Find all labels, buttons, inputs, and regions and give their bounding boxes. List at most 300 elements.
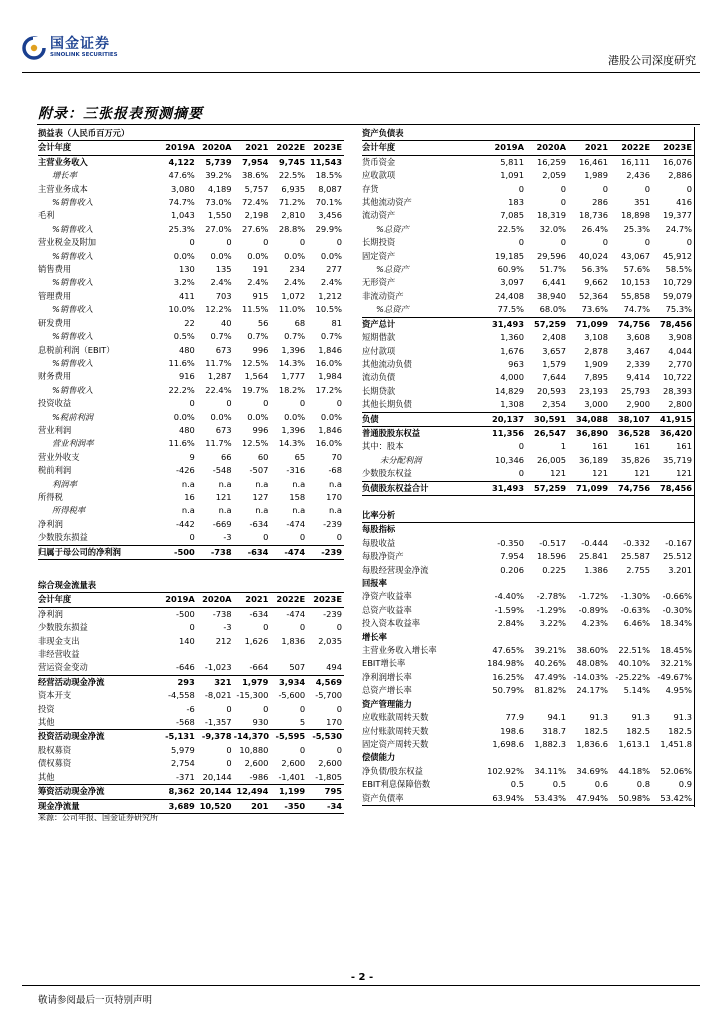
table-row [362, 236, 694, 249]
row-value: 2,035 [318, 635, 342, 646]
row-value: 1,308 [500, 399, 524, 410]
table-row [362, 537, 694, 550]
header-year: 2023E [307, 593, 344, 607]
row-value: 0 [263, 622, 269, 633]
row-label: 现金净流量 [38, 799, 160, 813]
income-statement-table [38, 127, 344, 560]
row-value: -0.30% [662, 604, 692, 615]
row-value: 0 [189, 532, 195, 543]
row-value: -68 [328, 465, 342, 476]
row-value: 71,099 [568, 481, 610, 495]
row-value: 22.5% [278, 170, 306, 181]
row-value: 20,593 [536, 385, 566, 396]
row-value: -1,401 [278, 771, 306, 782]
table-row [362, 481, 694, 495]
row-label: %销售收入 [52, 357, 94, 368]
table-row [38, 661, 344, 675]
row-value: n.a [218, 478, 232, 489]
row-value: 25.512 [662, 551, 692, 562]
row-value: 161 [676, 441, 692, 452]
row-label: 非流动资产 [362, 290, 404, 301]
row-label: 少数股东损益 [38, 532, 88, 543]
row-value [568, 523, 610, 537]
row-label: 少数股东权益 [362, 468, 412, 479]
table-title: 损益表（人民币百万元） [38, 128, 130, 138]
row-value: 2,354 [542, 399, 566, 410]
table-row [362, 604, 694, 617]
row-value: 1,979 [234, 675, 271, 689]
row-value: 0.7% [247, 331, 269, 342]
row-value: 0 [336, 622, 342, 633]
row-value: 1,072 [281, 290, 306, 301]
row-value: 52.06% [660, 765, 692, 776]
header-year: 2019A [160, 593, 197, 607]
row-value: -0.66% [662, 591, 692, 602]
table-row [362, 617, 694, 630]
table-header-row [38, 141, 344, 155]
row-label: 净利润 [38, 518, 63, 529]
table-title-row [38, 127, 344, 141]
row-value: 1,698.6 [492, 738, 524, 749]
row-label: 利润率 [52, 478, 77, 489]
row-value: 0 [299, 532, 306, 543]
row-value: 18.34% [660, 618, 692, 629]
table-row [362, 303, 694, 317]
row-label: 股权募资 [38, 744, 72, 755]
row-value: -5,700 [315, 690, 342, 701]
row-label: 主营业务收入 [38, 156, 88, 167]
row-value: 351 [634, 197, 650, 208]
row-value: 10,880 [239, 744, 269, 755]
row-value: 507 [289, 662, 306, 673]
row-value: 2.4% [210, 277, 232, 288]
table-row [38, 424, 344, 437]
row-value: 0 [644, 237, 650, 248]
row-value: 72.4% [242, 197, 269, 208]
row-value [610, 523, 652, 537]
row-value: 70.1% [315, 197, 342, 208]
row-value: 12.2% [205, 304, 232, 315]
row-value: 91.3 [673, 712, 692, 723]
row-value: 0 [226, 758, 232, 769]
row-label: %总资产 [376, 264, 409, 275]
row-label: %销售收入 [52, 331, 94, 342]
row-value: -350 [270, 799, 307, 813]
row-value: 1,396 [281, 344, 306, 355]
header-year: 2022E [270, 593, 307, 607]
row-value: 12,494 [234, 785, 271, 799]
table-row [362, 590, 694, 603]
row-value: 0.0% [210, 411, 232, 422]
table-row [38, 771, 344, 785]
row-value: 7,644 [542, 372, 566, 383]
row-value: 4,000 [500, 372, 524, 383]
row-value: 1,626 [244, 635, 269, 646]
row-value: 0 [189, 398, 195, 409]
table-row [362, 778, 694, 791]
row-value: 5.14% [623, 685, 650, 696]
table-row [362, 467, 694, 481]
table-row [38, 437, 344, 450]
row-value: 31,493 [484, 317, 526, 331]
row-value: 321 [197, 675, 234, 689]
row-value [652, 631, 694, 644]
row-value: 25.587 [620, 551, 650, 562]
row-value: 2.84% [497, 618, 524, 629]
row-value: 158 [289, 491, 306, 502]
row-label: 货币资金 [362, 156, 396, 167]
row-value [160, 648, 197, 661]
row-value: 10.5% [315, 304, 342, 315]
table-row [38, 689, 344, 702]
table-row [38, 504, 344, 517]
row-value: 4,122 [168, 156, 195, 167]
table-row [38, 209, 344, 222]
row-value: 27.0% [205, 223, 232, 234]
row-value: 996 [252, 344, 269, 355]
row-value: 58.5% [665, 264, 692, 275]
row-label: 主营业务成本 [38, 183, 88, 194]
row-value: 0 [518, 183, 524, 194]
table-row [38, 703, 344, 716]
disclaimer-note: 敬请参阅最后一页特别声明 [38, 995, 153, 1006]
row-label: 资本开支 [38, 690, 72, 701]
row-value: 26,547 [526, 426, 568, 440]
page-number: - 2 - [350, 972, 374, 983]
row-label: 增长率 [362, 631, 387, 642]
row-value: 494 [326, 662, 342, 673]
row-value: -507 [249, 465, 269, 476]
row-label: 其他流动资产 [362, 197, 412, 208]
table-header-row [38, 593, 344, 607]
row-label: 非现金支出 [38, 635, 80, 646]
row-value: 63.94% [484, 792, 526, 806]
row-label: EBIT增长率 [362, 658, 406, 669]
row-value [652, 751, 694, 764]
row-value: 16.25% [492, 671, 524, 682]
row-label: 流动负债 [362, 372, 396, 383]
row-value: -669 [212, 518, 232, 529]
row-label: 应付账款周转天数 [362, 725, 429, 736]
row-value: -0.89% [578, 604, 608, 615]
row-value: 1,882.3 [534, 738, 566, 749]
row-value: -0.332 [623, 537, 650, 548]
row-value: 35,719 [662, 454, 692, 465]
row-value: 2.4% [284, 277, 306, 288]
row-value: 1,396 [281, 424, 306, 435]
row-value: 18,736 [578, 210, 608, 221]
row-label: %销售收入 [52, 304, 94, 315]
table-row [362, 371, 694, 384]
row-value: 198.6 [500, 725, 524, 736]
row-value [526, 631, 568, 644]
row-label: 主营业务收入增长率 [362, 645, 437, 656]
row-value: -316 [286, 465, 306, 476]
row-value: -5,595 [270, 730, 307, 744]
row-value: -426 [175, 465, 195, 476]
row-value: 36,420 [652, 426, 694, 440]
header-year: 2022E [270, 141, 307, 155]
row-label: 净利润 [38, 608, 63, 619]
table-title-row [38, 579, 344, 593]
row-value: 0.5% [173, 331, 195, 342]
row-value: 0 [560, 237, 566, 248]
row-value: 795 [307, 785, 344, 799]
row-value: 51.7% [539, 264, 566, 275]
row-value: 16.0% [315, 357, 342, 368]
row-value: 71.2% [278, 197, 306, 208]
row-value: 1,091 [500, 170, 524, 181]
row-value: -4.40% [494, 591, 524, 602]
row-label: 投资活动现金净流 [38, 730, 160, 744]
row-value: 27.6% [242, 223, 269, 234]
row-value: 0.0% [284, 250, 306, 261]
row-value: -5,530 [307, 730, 344, 744]
table-row [38, 330, 344, 343]
row-value: 19,377 [662, 210, 692, 221]
row-value: 9,662 [584, 277, 608, 288]
row-value [484, 698, 526, 711]
row-value: 0.5 [552, 779, 566, 790]
row-label: %税前利润 [52, 411, 94, 422]
row-value: 11,356 [484, 426, 526, 440]
row-value: 38.60% [576, 645, 608, 656]
row-value: 28.8% [278, 223, 306, 234]
table-row [362, 183, 694, 196]
row-value: 41,915 [652, 412, 694, 426]
row-label: 资产总计 [362, 317, 484, 331]
row-value: 28,393 [662, 385, 692, 396]
row-value: 11.7% [205, 438, 232, 449]
row-value: 39.2% [205, 170, 232, 181]
row-value: -239 [307, 545, 344, 559]
row-value: -500 [175, 608, 195, 619]
row-value: -442 [175, 518, 195, 529]
balance-sheet-table [362, 127, 694, 496]
row-value: 40.10% [618, 658, 650, 669]
row-value: 0 [299, 744, 306, 755]
row-value: 20,144 [197, 785, 234, 799]
header-year: 2019A [484, 141, 526, 155]
row-value: 20,137 [484, 412, 526, 426]
row-value: 0 [226, 703, 232, 714]
row-value: 0.0% [173, 250, 195, 261]
row-value: 3,080 [171, 183, 195, 194]
row-value: 3,000 [584, 399, 608, 410]
row-value: 78,456 [652, 317, 694, 331]
row-value: 68.0% [539, 304, 566, 315]
row-value: 1,360 [500, 332, 524, 343]
row-value: 19,185 [494, 250, 524, 261]
row-value: 930 [252, 717, 269, 728]
table-row [38, 621, 344, 634]
table-row [362, 209, 694, 222]
row-value: 78,456 [652, 481, 694, 495]
row-value: 14.3% [278, 357, 306, 368]
row-value: 3.22% [539, 618, 566, 629]
row-value: 81.82% [534, 685, 566, 696]
row-value: 286 [592, 197, 608, 208]
row-value: 0.7% [284, 331, 306, 342]
table-row [362, 725, 694, 738]
row-value: 29,596 [536, 250, 566, 261]
row-label: %总资产 [376, 304, 409, 315]
row-value: 16,076 [662, 156, 692, 167]
table-title: 资产负债表 [362, 128, 404, 138]
row-value: 47.49% [534, 671, 566, 682]
row-value: 234 [289, 264, 306, 275]
row-value: 3,108 [584, 332, 608, 343]
row-value: 480 [178, 344, 195, 355]
row-value [484, 577, 526, 590]
row-value: 1,564 [244, 371, 269, 382]
row-value: 212 [215, 635, 232, 646]
table-row [362, 358, 694, 371]
row-value: -548 [212, 465, 232, 476]
table-row [38, 357, 344, 370]
row-value: 673 [215, 424, 232, 435]
row-value: 3,908 [668, 332, 692, 343]
row-value: 12.5% [242, 357, 269, 368]
table-row [38, 250, 344, 263]
row-label: 管理费用 [38, 290, 72, 301]
row-value: 66 [221, 451, 232, 462]
row-value: 68 [294, 317, 306, 328]
row-value: -3 [223, 622, 232, 633]
row-value: 2,878 [584, 345, 608, 356]
row-label: 营业税金及附加 [38, 237, 97, 248]
row-value: 0 [226, 398, 232, 409]
source-note: 来源：公司年报、国金证券研究所 [38, 813, 158, 822]
row-value: n.a [218, 505, 232, 516]
row-value: 0 [518, 237, 524, 248]
logo-cn-text: 国金证券 [50, 36, 110, 52]
table-row [38, 317, 344, 330]
row-value: 75.3% [665, 304, 692, 315]
row-value: n.a [181, 505, 195, 516]
row-value: 16,259 [536, 156, 566, 167]
row-value: 102.92% [487, 765, 524, 776]
row-value: 81 [331, 317, 342, 328]
row-value: 0.0% [320, 250, 342, 261]
row-value [526, 523, 568, 537]
row-value: n.a [329, 478, 342, 489]
header-year: 2021 [234, 141, 271, 155]
row-value: 916 [178, 371, 195, 382]
row-value: 2,810 [281, 210, 306, 221]
row-value: -3 [223, 532, 232, 543]
header-year: 2023E [652, 141, 694, 155]
row-value: 31,493 [484, 481, 526, 495]
row-value: 0.0% [210, 250, 232, 261]
cashflow-statement-table [38, 579, 344, 814]
row-value: 0.0% [247, 250, 269, 261]
row-value: 0 [602, 237, 608, 248]
header-year: 2020A [197, 593, 234, 607]
row-label: 总资产增长率 [362, 685, 412, 696]
row-value [270, 648, 307, 661]
header-year: 2021 [568, 141, 610, 155]
row-label: 每股指标 [362, 523, 484, 537]
table-row [362, 454, 694, 467]
row-value: 0.0% [247, 411, 269, 422]
row-value: 55,858 [620, 290, 650, 301]
row-value: 121 [634, 468, 650, 479]
row-value: -986 [249, 771, 269, 782]
row-value: 2.4% [247, 277, 269, 288]
row-value: 3.201 [668, 564, 692, 575]
row-value: -1.59% [494, 604, 524, 615]
row-value [610, 631, 652, 644]
ratio-analysis-table [362, 509, 694, 806]
row-value: 3,689 [160, 799, 197, 813]
table-row [38, 397, 344, 410]
header-divider [22, 72, 700, 73]
row-label: 无形资产 [362, 277, 396, 288]
table-title-row [362, 509, 694, 523]
table-row [38, 263, 344, 276]
table-row [362, 196, 694, 209]
row-value: -634 [234, 545, 271, 559]
row-label: 负债 [362, 412, 484, 426]
table-row [362, 577, 694, 590]
row-value: 0 [299, 703, 306, 714]
row-value: 170 [326, 491, 342, 502]
table-row [362, 290, 694, 303]
row-value: 161 [592, 441, 608, 452]
row-value: 47.6% [168, 170, 195, 181]
row-value: 8,087 [318, 183, 342, 194]
row-value: 0 [263, 532, 269, 543]
company-logo [22, 36, 118, 60]
row-value: 22.2% [168, 384, 195, 395]
row-value: -8,021 [204, 690, 232, 701]
table-row [38, 384, 344, 397]
table-row [38, 344, 344, 357]
table-row [362, 684, 694, 697]
table-row [362, 765, 694, 778]
row-value: 0 [299, 398, 306, 409]
row-value [484, 751, 526, 764]
row-value: 3,608 [626, 332, 650, 343]
row-label: 营业利润率 [52, 438, 94, 449]
row-value: -0.63% [620, 604, 650, 615]
row-value: 53.42% [652, 792, 694, 806]
table-row [38, 675, 344, 689]
row-value: 50.79% [492, 685, 524, 696]
row-value: 1,676 [500, 345, 524, 356]
row-value: 411 [178, 290, 195, 301]
row-value: 0.5 [510, 779, 524, 790]
right-border-line [694, 127, 695, 807]
row-value: 277 [326, 264, 342, 275]
row-value [526, 577, 568, 590]
row-value: -664 [249, 662, 269, 673]
row-value: -34 [307, 799, 344, 813]
row-label: 经营活动现金净流 [38, 675, 160, 689]
row-value: 0 [336, 237, 342, 248]
row-value: 1,199 [270, 785, 307, 799]
header-label: 会计年度 [38, 141, 160, 155]
row-value: 14.3% [278, 438, 306, 449]
row-value: 1,613.1 [618, 738, 650, 749]
row-value: 1 [560, 441, 566, 452]
row-value: 2,886 [668, 170, 692, 181]
row-value: 60 [257, 451, 269, 462]
row-label: 债权募资 [38, 758, 72, 769]
table-row [362, 631, 694, 644]
table-row [362, 711, 694, 724]
